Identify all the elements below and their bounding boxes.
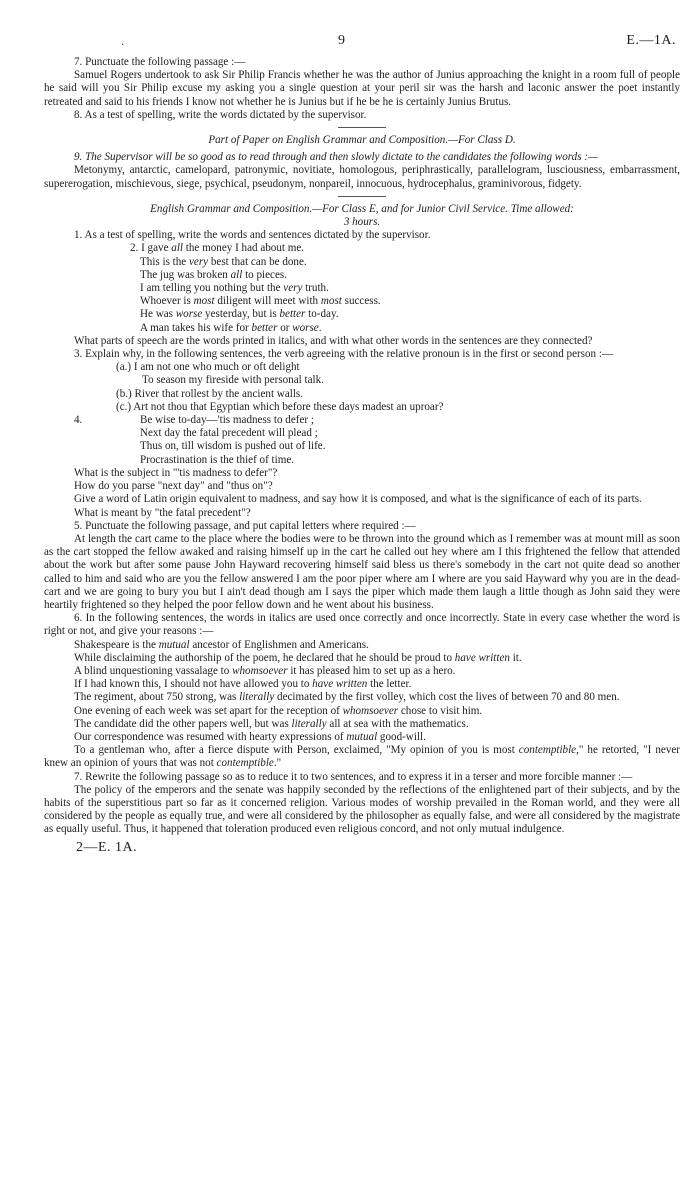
q2-line: The jug was broken all to pieces. xyxy=(140,268,287,281)
q4-question: Give a word of Latin origin equivalent to madness, and say how it is composed, and what is the significance of each of its parts. xyxy=(74,493,642,506)
q6-sentence: If I had known this, I should not have allowed you to have written the letter. xyxy=(74,678,412,691)
q7-instruction: 7. Rewrite the following passage so as to reduce it to two sentences, and to express it in a terser and more forcible manner :— xyxy=(74,770,633,783)
q3-item-a: (a.) I am not one who much or oft delight xyxy=(116,361,300,374)
class-e-heading xyxy=(44,203,680,216)
page-footer: 2—E. 1A. xyxy=(76,839,138,855)
q6-sentence: Our correspondence was resumed with hearty expressions of mutual good-will. xyxy=(74,730,426,743)
section-divider xyxy=(338,196,386,197)
q5-instruction: 5. Punctuate the following passage, and put capital letters where required :— xyxy=(74,519,416,532)
q4-number: 4. xyxy=(74,414,83,427)
q2-line: Whoever is most diligent will meet with most success. xyxy=(140,295,381,308)
class-e-q1: 1. As a test of spelling, write the words and sentences dictated by the supervisor. xyxy=(74,229,431,242)
class-d-q9-instruction: 9. The Supervisor will be so good as to read through and then slowly dictate to the candidates the following words :— xyxy=(74,151,598,164)
q6-sentence: Shakespeare is the mutual ancestor of Englishmen and Americans. xyxy=(74,638,369,651)
q4-verse-line: Thus on, till wisdom is pushed out of life. xyxy=(140,440,326,453)
page-number: 9 xyxy=(338,33,345,48)
q7a-instruction: 7. Punctuate the following passage :— xyxy=(74,56,246,68)
q3-item-a-cont: To season my fireside with personal talk. xyxy=(142,374,324,387)
q2-line: 2. I gave all the money I had about me. xyxy=(130,242,305,255)
q4-question: What is meant by "the fatal precedent"? xyxy=(74,506,251,519)
q6-sentence: To a gentleman who, after a fierce dispute with Person, exclaimed, "My opinion of you is most contemptible," he retorted, "I never knew an opinion of yours that was not contemptible." xyxy=(44,744,680,770)
q4-verse-line: Procrastination is the thief of time. xyxy=(140,453,295,466)
q5-passage: At length the cart came to the place where the bodies were to be thrown into the ground which as I remember was at mount mill as soon as the cart stopped the fellow awaked and raising himself up in the cart he called out hey where am I this frightened the fellow that attended about the work but after some pause John Hayward recovering himself said bless us there's somebody in the cart not quite dead so another called to him and said who are you the fellow answered I am the poor piper where am I where are you said Hayward why you are in the dead-cart and we are going to bury you but I ain't dead though am I says the piper which made them laugh a little though as John said they were heartily frightened so they helped the poor fellow down and he went about his business. xyxy=(44,532,680,611)
q6-sentence: One evening of each week was set apart for the reception of whomsoever chose to visit him. xyxy=(74,704,483,717)
q3-item-c: (c.) Art not thou that Egyptian which before these days madest an uproar? xyxy=(116,400,444,413)
q4-verse-line: 4. Be wise to-day—'tis madness to defer ; xyxy=(44,414,680,427)
q6-sentence: While disclaiming the authorship of the poem, he declared that he should be proud to have written it. xyxy=(74,651,522,664)
header-dot: · xyxy=(121,40,125,51)
q8a-instruction: 8. As a test of spelling, write the words dictated by the supervisor. xyxy=(74,108,367,121)
q2-line: A man takes his wife for better or worse. xyxy=(140,321,322,334)
q3-intro: 3. Explain why, in the following sentences, the verb agreeing with the relative pronoun is in the first or second person :— xyxy=(74,348,614,361)
class-e-heading-time: 3 hours. xyxy=(343,216,381,229)
q6-sentence: A blind unquestioning vassalage to whomsoever it has pleased him to set up as a hero. xyxy=(74,664,456,677)
class-d-heading: Part of Paper on English Grammar and Composition.—For Class D. xyxy=(208,134,516,147)
section-divider xyxy=(338,127,386,128)
q7-passage: The policy of the emperors and the senate was happily seconded by the reflections of the enlightened part of their subjects, and by the habits of the superstitious part so far as it concerned religion. Various modes of worship prevailed in the Roman world, and they were all considered by the people as equally true, and were all considered by the philosopher as equally false, and were all considered by the magistrate as equally useful. Thus, it happened that toleration produced even religious concord, and not only mutual indulgence. xyxy=(44,783,680,836)
document-code: E.—1A. xyxy=(626,33,676,48)
q2-question: What parts of speech are the words printed in italics, and with what other words in the sentences are they connected? xyxy=(74,334,593,347)
q4-question: How do you parse "next day" and "thus on"? xyxy=(74,480,273,493)
class-e-heading-line1: English Grammar and Composition.—For Class E, and for Junior Civil Service. Time allowed: xyxy=(150,202,574,215)
q3-item-b: (b.) River that rollest by the ancient walls. xyxy=(116,387,304,400)
q6-sentence: The candidate did the other papers well, but was literally all at sea with the mathematics. xyxy=(74,717,469,730)
q6-sentence: The regiment, about 750 strong, was literally decimated by the first volley, which cost the lives of between 70 and 80 men. xyxy=(74,691,620,704)
class-d-q9-words: Metonymy, antarctic, camelopard, patronymic, novitiate, homologous, periphrastically, parallelogram, lusciousness, embarrassment, supererogation, mischievous, siege, psychical, pseudonym, nonpareil, innocuous, hydrocephalus, graminivorous, fidgety. xyxy=(44,164,680,190)
q6-intro: 6. In the following sentences, the words in italics are used once correctly and once incorrectly. State in every case whether the word is right or not, and give your reasons :— xyxy=(44,612,680,638)
q2-line: He was worse yesterday, but is better to-day. xyxy=(140,308,339,321)
q4-question: What is the subject in "'tis madness to defer"? xyxy=(74,466,278,479)
q2-line: I am telling you nothing but the very truth. xyxy=(140,282,329,295)
q7a-passage: Samuel Rogers undertook to ask Sir Philip Francis whether he was the author of Junius approaching the knight in a room full of people he said will you Sir Philip excuse my asking you a single question at your peril sir was the harsh and laconic answer the poet instantly retreated and said to his friends I know not whether he is Junius but if he be he is certainly Junius Brutus. xyxy=(44,69,680,108)
q2-line: This is the very best that can be done. xyxy=(140,255,307,268)
page-header xyxy=(44,34,680,56)
q4-verse-line: Next day the fatal precedent will plead ; xyxy=(140,427,318,440)
